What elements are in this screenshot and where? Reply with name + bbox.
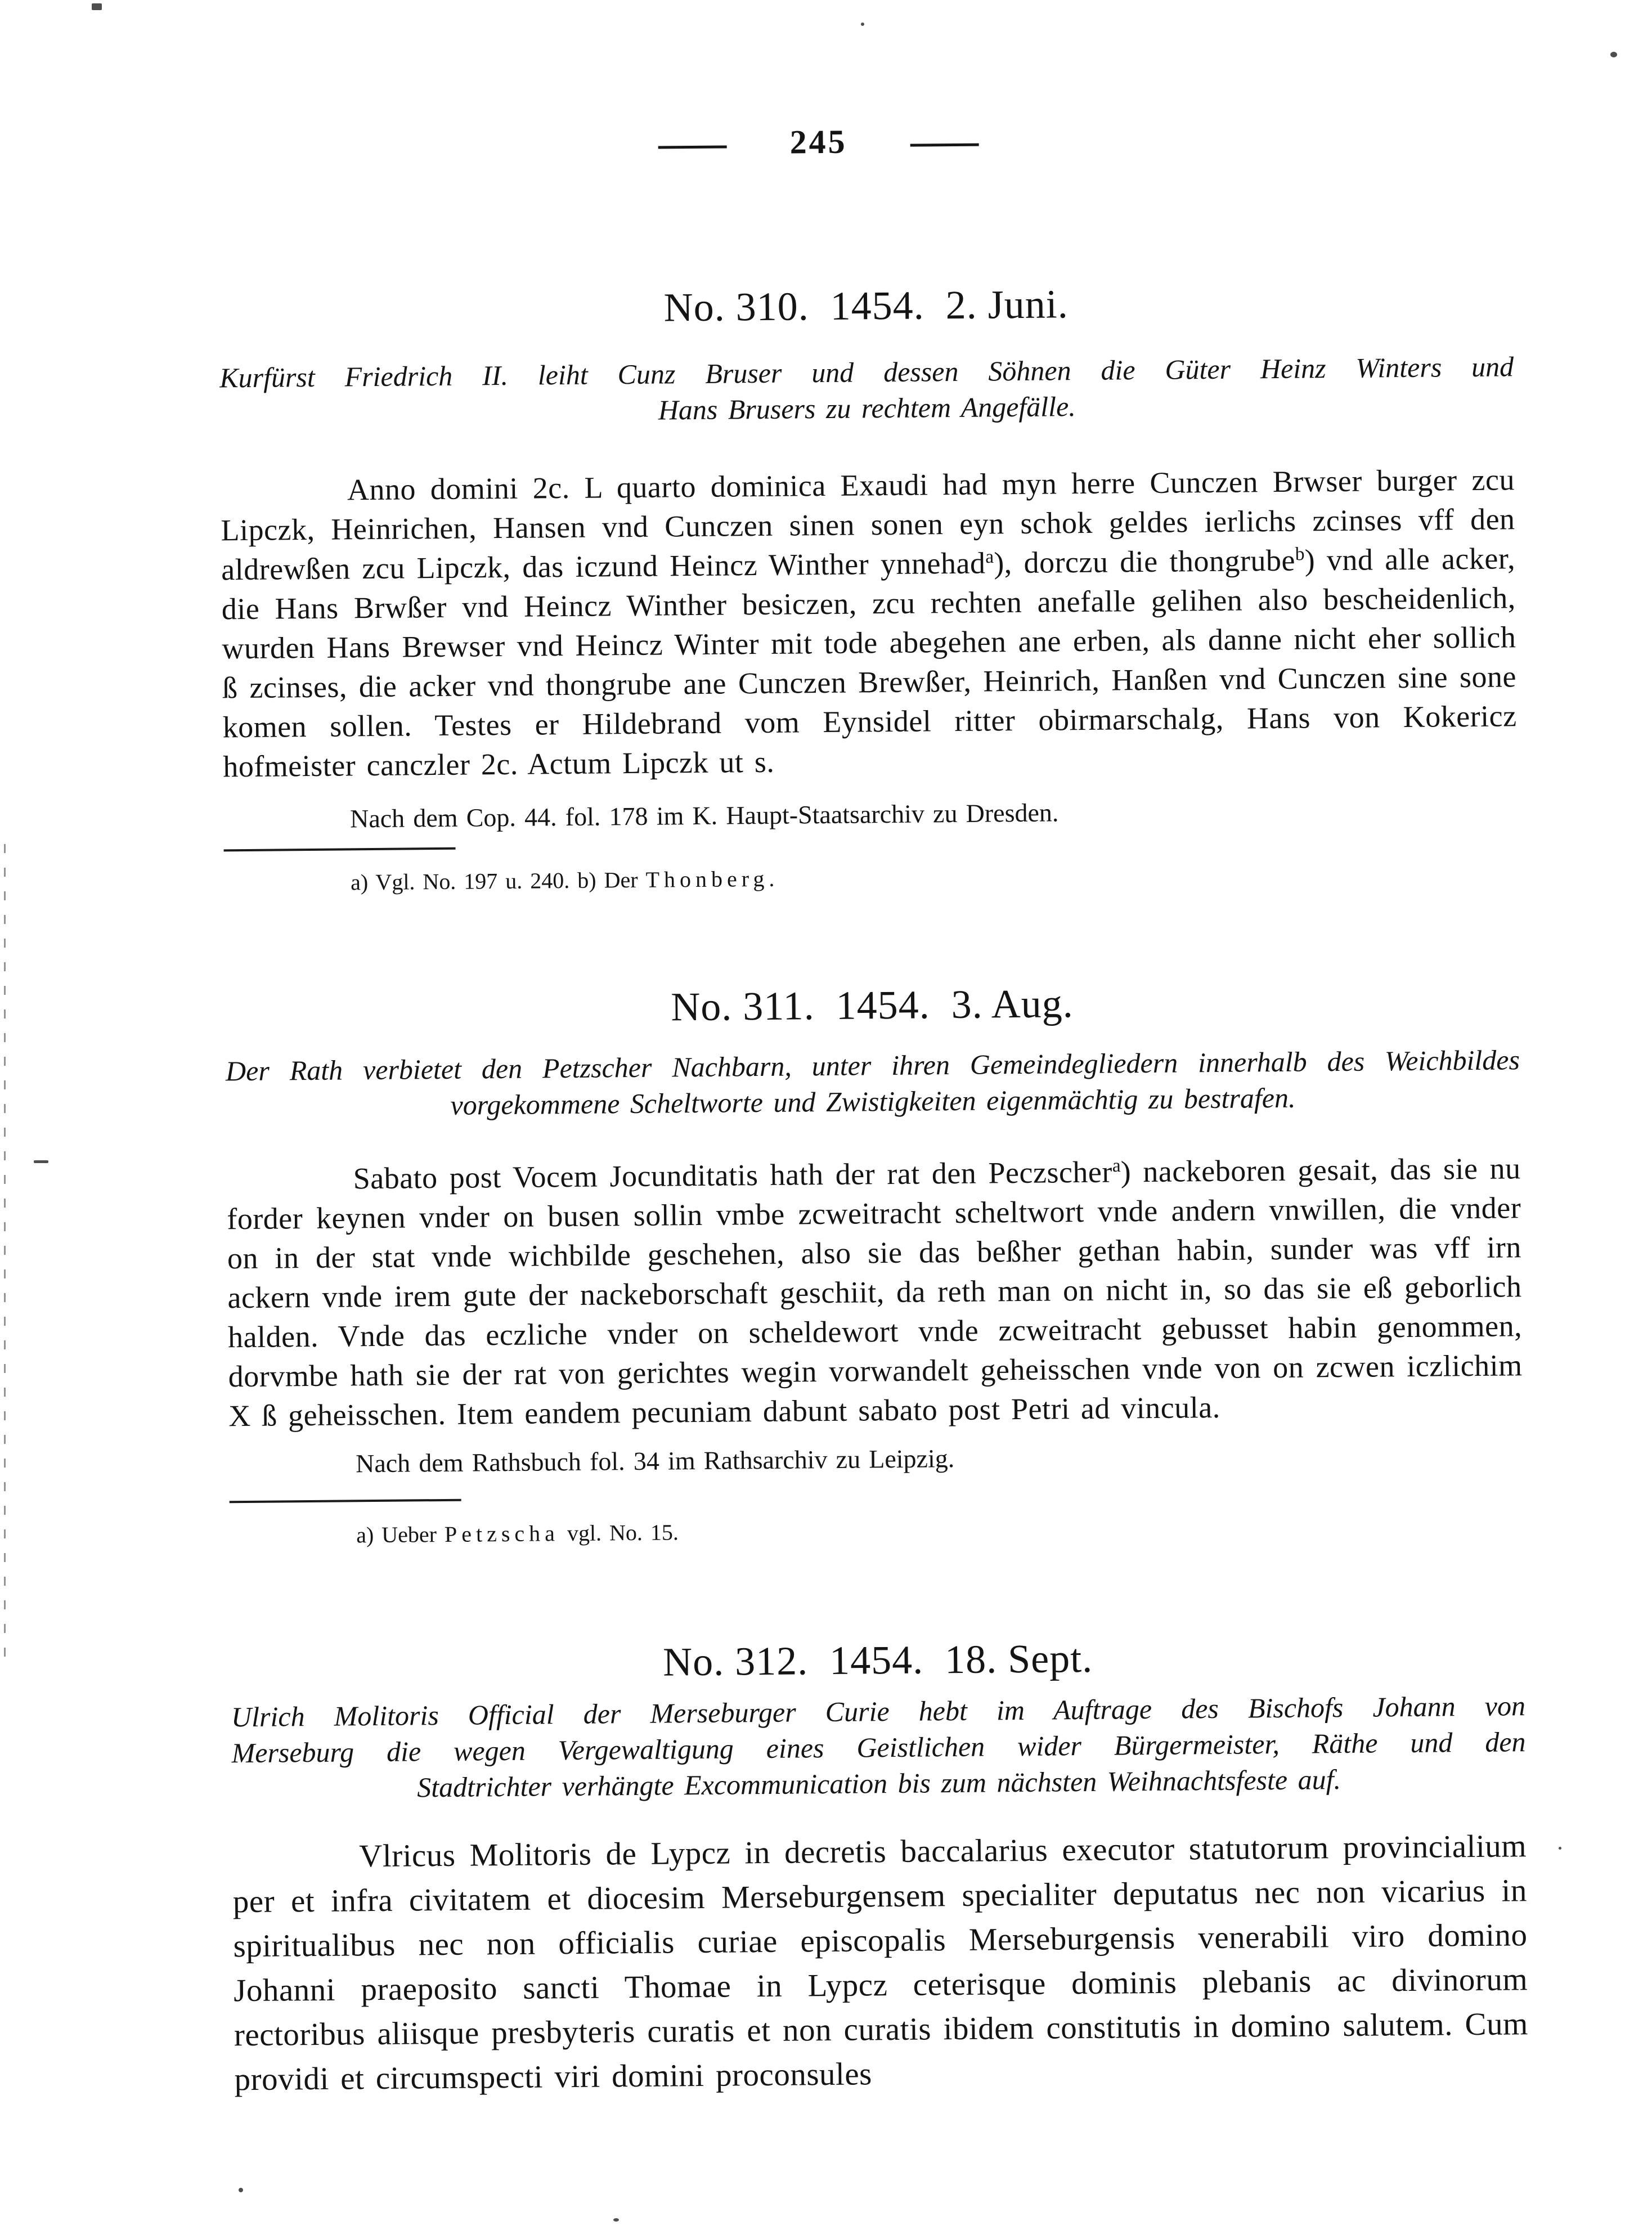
entry-311-summary <box>226 1042 1520 1125</box>
page-number: 245 <box>789 123 847 161</box>
entry-312-summary-line: Stadtrichter verhängte Excommunication bis zum nächsten Weihnachtsfeste auf. <box>416 1764 1341 1803</box>
entry-310-footnote-rule <box>224 847 456 852</box>
scan-binding-edge-line <box>4 844 6 1671</box>
entry-310-summary-line: Kurfürst Friedrich II. leiht Cunz Bruser und dessen Söhnen die Güter Heinz Winters und <box>219 351 1514 394</box>
entry-312-heading: No. 312. 1454. 18. Sept. <box>662 1635 1093 1685</box>
page-number-dash-right <box>910 143 979 146</box>
scan-speck <box>1559 1847 1561 1850</box>
entry-312-body: Vlricus Molitoris de Lypcz in decretis baccalarius executor statutorum provincialium per et infra civitatem et diocesim Merseburgensem specialiter deputatus nec non vicarius in spiritualibus nec non officialis curiae episcopalis Merseburgensis venerabili viro domino Johanni praeposito sancti Thomae in Lypcz ceterisque dominis plebanis ac divinorum rectoribus aliisque presbyteris curatis et non curatis ibidem constitutis in domino salutem. Cum providi et circumspecti viri domini proconsules <box>232 1828 1529 2098</box>
scan-speck <box>613 2218 619 2222</box>
entry-310-source-note: Nach dem Cop. 44. fol. 178 im K. Haupt-Staatsarchiv zu Dresden. <box>349 798 1059 833</box>
entry-310-summary-line: Hans Brusers zu rechtem Angefälle. <box>658 391 1076 426</box>
entry-311-footnote: a) Ueber Petzscha vgl. No. 15. <box>356 1519 679 1548</box>
entry-310-body: Anno domini 2c. L quarto dominica Exaudi had myn herre Cunczen Brwser burger zcu Lipczk, Heinrichen, Hansen vnd Cunczen sinen sonen eyn schok geldes ierlichs zcinses vff den aldrewßen zcu Lipczk, das iczund Heincz Winther ynnehad$^a$), dorczu die thongrube$^b$) vnd alle acker, die Hans Brwßer vnd Heincz Winther besiczen, zcu rechten anefalle gelihen also bescheidenlich, wurden Hans Brewser vnd Heincz Winter mit tode abegehen ane erben, als danne nicht eher sollich ß zcinses, die acker vnd thongrube ane Cunczen Brewßer, Heinrich, Hanßen vnd Cunczen sine sone komen sollen. Testes er Hildebrand vom Eynsidel ritter obirmarschalg, Hans von Kokericz hofmeister canczler 2c. Actum Lipczk ut s. <box>221 463 1517 784</box>
entry-311-heading: No. 311. 1454. 3. Aug. <box>671 981 1074 1030</box>
scan-speck <box>239 2188 243 2192</box>
entry-311-body: Sabato post Vocem Jocunditatis hath der rat den Peczscher$^a$) nackeboren gesait, das sie nu forder keynen vnder on busen sollin vmbe zcweitracht scheltwort vnde andern vnwillen, die vnder on in der stat vnde wichbilde geschehen, also sie das beßher gethan habin, sunder was vff irn ackern vnde irem gute der nackeborschaft geschiit, da reth man on nicht in, so das sie eß geborlich halden. Vnde das eczliche vnder on scheldewort vnde zcweitracht gebusset habin genommen, dorvmbe hath sie der rat von gerichtes wegin vorwandelt geheisschen vnde von on zcwen iczlichim X ß geheisschen. Item eandem pecuniam dabunt sabato post Petri ad vincula. <box>227 1151 1523 1433</box>
entry-310-footnote: a) Vgl. No. 197 u. 240. b) Der Thonberg. <box>350 865 775 895</box>
page-number-dash-left <box>658 145 727 149</box>
entry-311-summary-line: vorgekommene Scheltworte und Zwistigkeiten eigenmächtig zu bestrafen. <box>450 1082 1296 1121</box>
entry-311-footnote-rule <box>230 1499 461 1504</box>
entry-312-summary-line: Merseburg die wegen Vergewaltigung eines Geistlichen wider Bürgermeister, Räthe und den <box>231 1726 1526 1769</box>
scan-speck <box>1610 52 1617 57</box>
scan-speck <box>34 1160 48 1163</box>
entry-311-summary-line: Der Rath verbietet den Petzscher Nachbarn, unter ihren Gemeindegliedern innerhalb des Weichbildes <box>225 1044 1520 1087</box>
scan-speck <box>92 3 102 10</box>
entry-312-summary-line: Ulrich Molitoris Official der Merseburger Curie hebt im Auftrage des Bischofs Johann von <box>231 1690 1526 1733</box>
entry-310-heading: No. 310. 1454. 2. Juni. <box>663 281 1069 330</box>
scan-speck <box>861 23 864 26</box>
entry-312-summary <box>231 1688 1527 1807</box>
page-header <box>0 118 1645 166</box>
entry-310-summary <box>219 348 1514 432</box>
entry-311-source-note: Nach dem Rathsbuch fol. 34 im Rathsarchiv zu Leipzig. <box>355 1444 955 1478</box>
